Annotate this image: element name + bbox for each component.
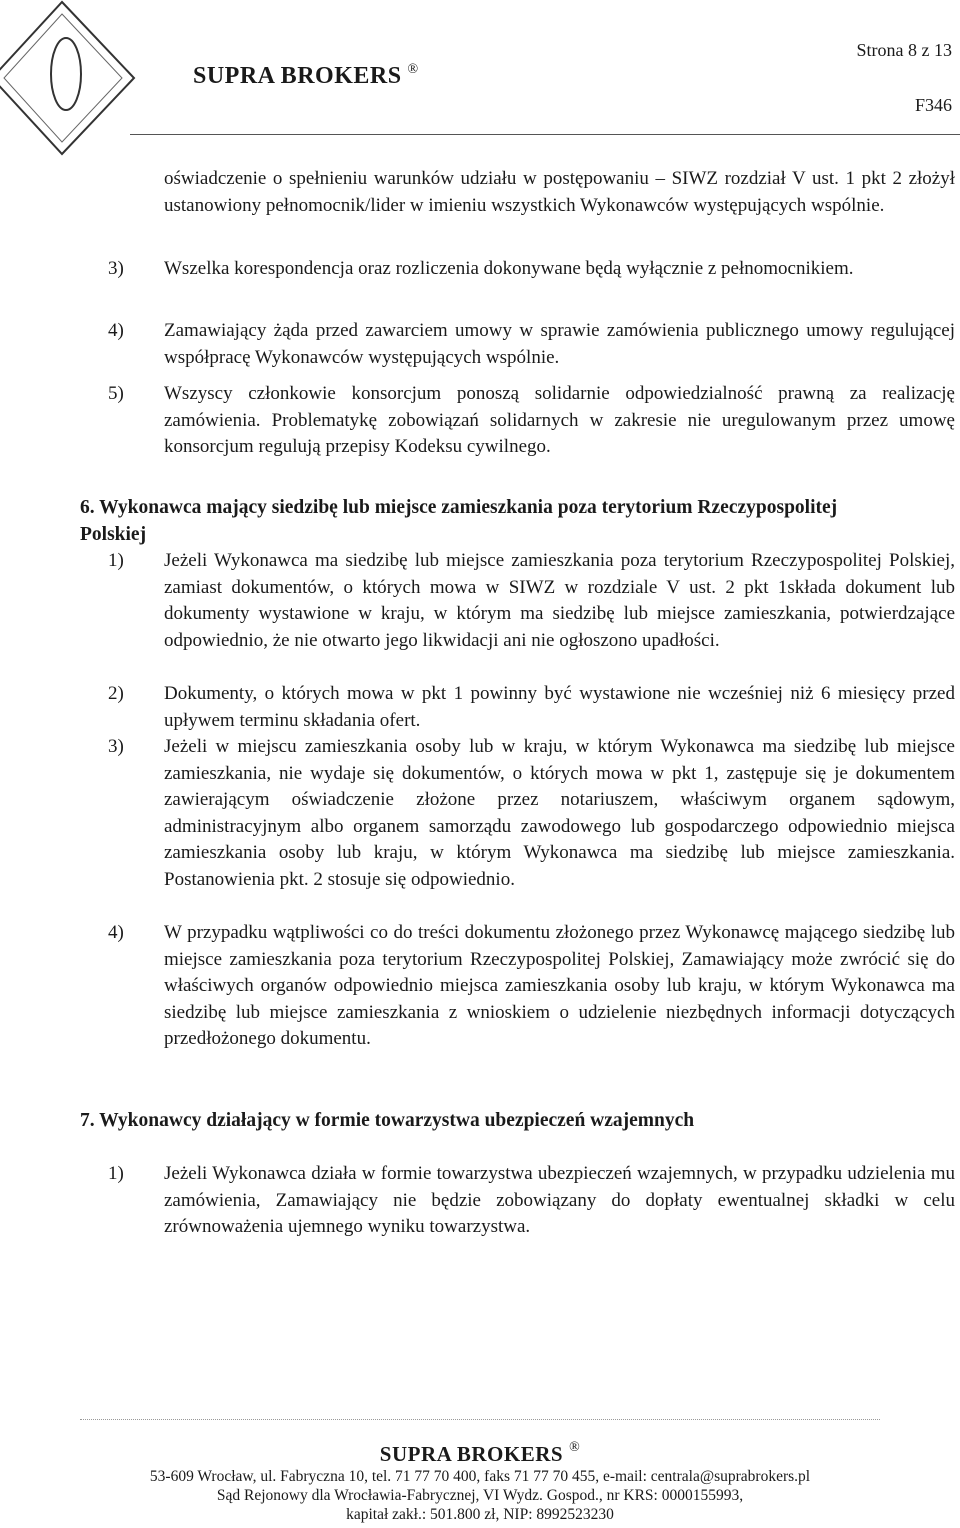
list-item [108, 681, 955, 735]
list-item-text: W przypadku wątpliwości co do treści dokumentu złożonego przez Wykonawcę mającego siedzibę lub miejsce zamieszkania poza terytorium Rzeczypospolitej Polskiej, Zamawiający może zwrócić się do właściwych organów odpowiednio miejsca zamieszkania osoby lub kraju, w którym Wykonawca ma siedzibę lub miejsce zamieszkania z wnioskiem o udzielenie niezbędnych informacji dotyczących przedłożonego dokumentu. [164, 922, 955, 1049]
list-item [108, 1161, 955, 1243]
list-item-number: 4) [108, 320, 124, 341]
list-item-text: Wszelka korespondencja oraz rozliczenia dokonywane będą wyłącznie z pełnomocnikiem. [164, 258, 854, 279]
list-item-text: Wszyscy członkowie konsorcjum ponoszą solidarnie odpowiedzialność prawną za realizację zamówienia. Problematykę zobowiązań solidarnych w zakresie nie uregulowanym przez umowę konsorcjum regulują przepisy Kodeksu cywilnego. [164, 383, 955, 457]
list-item [108, 256, 955, 316]
list-item-number: 1) [108, 1163, 124, 1184]
list-item-text: Jeżeli Wykonawca działa w formie towarzystwa ubezpieczeń wzajemnych, w przypadku udzielenia mu zamówienia, Zamawiający nie będzie zobowiązany do dopłaty ewentualnej składki w celu zrównoważenia ujemnego wyniku towarzystwa. [164, 1163, 955, 1237]
footer-court-info: Sąd Rejonowy dla Wrocławia-Fabrycznej, VI Wydz. Gospod., nr KRS: 0000155993, [216, 1487, 744, 1504]
list-item-number: 3) [108, 258, 124, 279]
document-code: F346 [914, 95, 952, 115]
section-number: 6. [80, 497, 95, 518]
section-6-heading [80, 495, 840, 548]
section-title: Wykonawca mający siedzibę lub miejsce zamieszkania poza terytorium Rzeczypospolitej Polskiej [80, 497, 838, 545]
footer-capital-info: kapitał zakł.: 501.800 zł, NIP: 8992523230 [346, 1506, 614, 1523]
list-item-number: 2) [108, 683, 124, 704]
section-title: Wykonawcy działający w formie towarzystwa ubezpieczeń wzajemnych [99, 1110, 695, 1131]
header-divider [130, 134, 960, 135]
header-brand: SUPRA BROKERS ® [193, 62, 419, 89]
list-item-text: Zamawiający żąda przed zawarciem umowy w sprawie zamówienia publicznego umowy regulującej współpracę Wykonawców występujących wspólnie. [164, 320, 955, 368]
footer-brand: SUPRA BROKERS ® [379, 1440, 581, 1466]
list-item [108, 920, 955, 1085]
list-item [108, 734, 955, 922]
footer-divider [80, 1419, 880, 1420]
list-item-number: 1) [108, 550, 124, 571]
list-item-number: 4) [108, 922, 124, 943]
list-item [108, 548, 955, 683]
list-item [108, 381, 955, 471]
section-number: 7. [80, 1110, 95, 1131]
supra-brokers-logo [0, 0, 140, 160]
list-item-number: 3) [108, 736, 124, 757]
list-item-text: Jeżeli w miejscu zamieszkania osoby lub w kraju, w którym Wykonawca ma siedzibę lub miejsce zamieszkania, nie wydaje się dokumentów, o których mowa w pkt 1, zastępuje się je dokumentem zawierającym oświadczenie złożone przez notariuszem, właściwym organem sądowym, administracyjnym albo organem samorządu zawodowego lub gospodarczego odpowiednio miejsca zamieszkania osoby lub kraju, w którym Wykonawca ma siedzibę lub miejsce zamieszkania. Postanowienia pkt. 2 stosuje się odpowiednio. [164, 736, 955, 890]
page-number: Strona 8 z 13 [856, 40, 952, 60]
intro-paragraph: oświadczenie o spełnieniu warunków udziału w postępowaniu – SIWZ rozdział V ust. 1 pkt 2 złożył ustanowiony pełnomocnik/lider w imieniu wszystkich Wykonawców występujących wspólnie. [164, 168, 955, 216]
list-item-text: Jeżeli Wykonawca ma siedzibę lub miejsce zamieszkania poza terytorium Rzeczypospolitej Polskiej, zamiast dokumentów, o których mowa w SIWZ w rozdziale V ust. 2 pkt 1składa dokument lub dokumenty wystawione w kraju, w którym ma siedzibę lub miejsce zamieszkania, potwierdzające odpowiednio, że nie otwarto jego likwidacji ani nie ogłoszono upadłości. [164, 550, 955, 651]
list-item-number: 5) [108, 383, 124, 404]
list-item-text: Dokumenty, o których mowa w pkt 1 powinny być wystawione nie wcześniej niż 6 miesięcy przed upływem terminu składania ofert. [164, 683, 955, 731]
footer-address: 53-609 Wrocław, ul. Fabryczna 10, tel. 71 77 70 400, faks 71 77 70 455, e-mail: centrala@suprabrokers.pl [149, 1468, 811, 1485]
section-7-heading [80, 1108, 940, 1135]
list-item [108, 318, 955, 378]
